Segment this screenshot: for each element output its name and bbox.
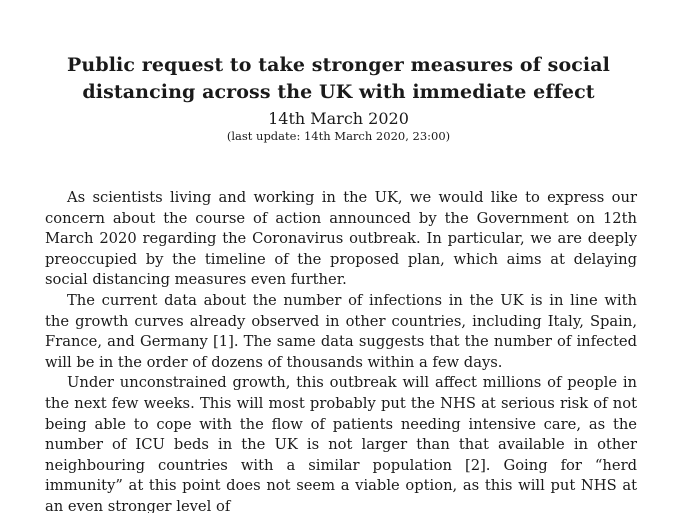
document-title <box>0 52 677 106</box>
paragraph: Under unconstrained growth, this outbreak will affect millions of people in the next few weeks. This will most probably put the NHS at serious risk of not being able to cope with the flow of patients needing intensive care, as the number of ICU beds in the UK is not larger than that available in other neighbouring countries with a similar population [2]. Going for “herd immunity” at this point does not seem a viable option, as this will put NHS at an even stronger level of <box>45 374 637 513</box>
document-date: 14th March 2020 <box>268 109 409 128</box>
paragraph: As scientists living and working in the UK, we would like to express our concern about the course of action announced by the Government on 12th March 2020 regarding the Coronavirus outbreak. In particular, we are deeply preoccupied by the timeline of the proposed plan, which aims at delaying social distancing measures even further. <box>45 189 637 289</box>
paragraph: The current data about the number of infections in the UK is in line with the growth curves already observed in other countries, including Italy, Spain, France, and Germany [1]. The same data suggests that the number of infected will be in the order of dozens of thousands within a few days. <box>45 291 637 371</box>
last-update: (last update: 14th March 2020, 23:00) <box>226 129 451 143</box>
title-line-1: Public request to take stronger measures of social <box>67 54 610 76</box>
title-line-2: distancing across the UK with immediate effect <box>82 81 595 103</box>
document-body <box>45 188 637 513</box>
